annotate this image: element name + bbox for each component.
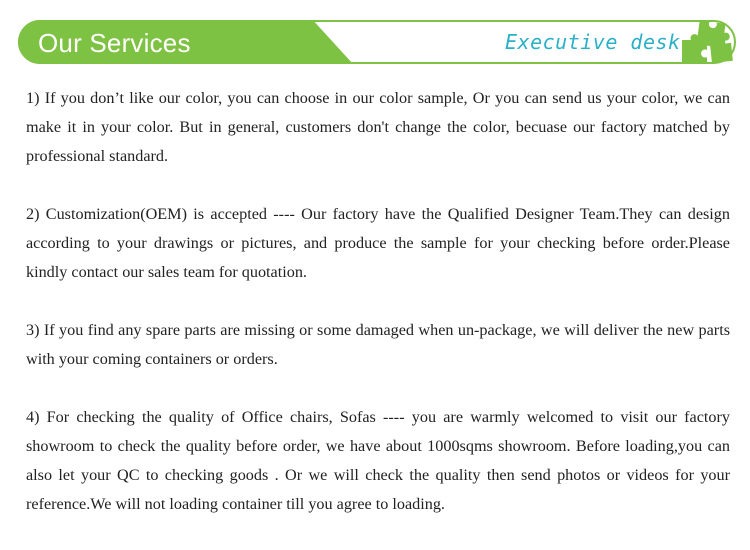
puzzle-icon [678, 18, 734, 66]
service-paragraph-1: 1) If you don’t like our color, you can choose in our color sample, Or you can send us your color, we can make it in your color. But in general, customers don't change the color, becuase our factory matched by professional standard. [26, 89, 730, 165]
section-title: Our Services [38, 28, 191, 58]
service-paragraph-2: 2) Customization(OEM) is accepted ---- Our factory have the Qualified Designer Team.They can design according to your drawings or pictures, and produce the sample for your checking before order.Please kindly contact our sales team for quotation. [26, 205, 730, 281]
service-paragraph-3: 3) If you find any spare parts are missing or some damaged when un-package, we will deliver the new parts with your coming containers or orders. [26, 321, 730, 368]
services-content [26, 84, 730, 548]
section-subtitle: Executive desk [505, 30, 681, 54]
section-header [0, 0, 750, 80]
service-paragraph-4: 4) For checking the quality of Office chairs, Sofas ---- you are warmly welcomed to visit our factory showroom to check the quality before order, we have about 1000sqms showroom. Before loading,you can also let your QC to checking goods . Or we will check the quality then send photos or videos for your reference.We will not loading container till you agree to loading. [26, 408, 730, 513]
